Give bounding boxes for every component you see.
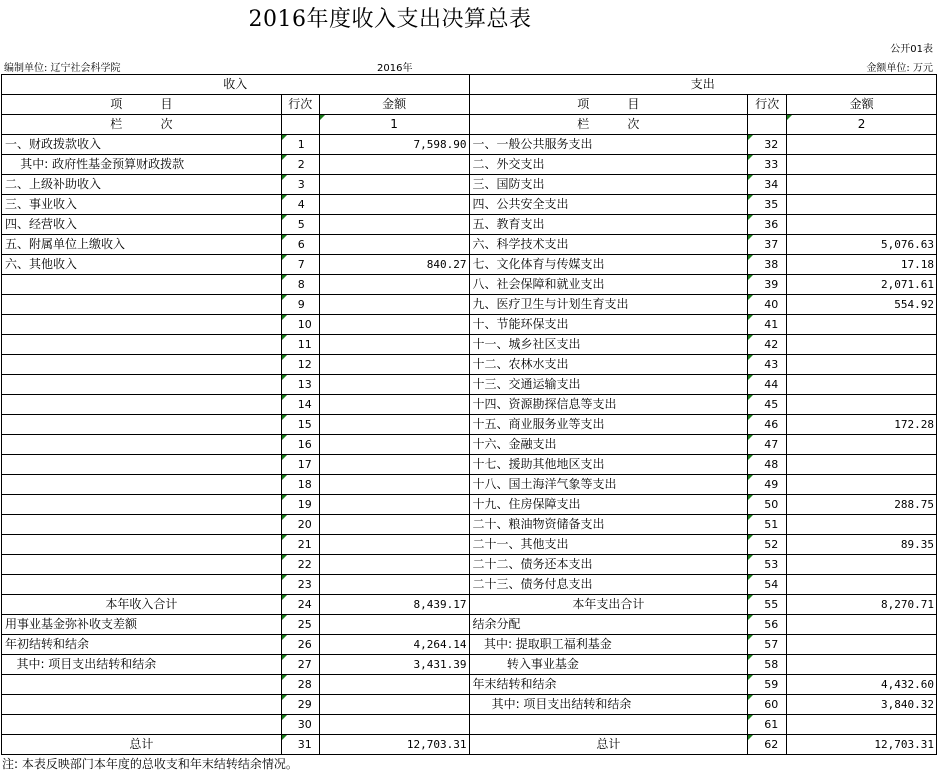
table-row — [2, 415, 937, 435]
income-item-cell — [2, 415, 282, 435]
income-amount-cell: 840.27 — [319, 255, 469, 275]
expense-item-cell: 十一、城乡社区支出 — [469, 335, 748, 355]
income-item-cell — [2, 315, 282, 335]
expense-item-cell: 总计 — [469, 735, 748, 755]
expense-line-cell: 35 — [748, 195, 787, 215]
expense-item-cell: 二、外交支出 — [469, 155, 748, 175]
income-line-cell: 23 — [281, 575, 319, 595]
expense-amount-cell: 89.35 — [787, 535, 937, 555]
income-amount-cell — [319, 295, 469, 315]
income-line-cell: 21 — [281, 535, 319, 555]
expense-line-cell: 39 — [748, 275, 787, 295]
expense-line-cell: 49 — [748, 475, 787, 495]
expense-line-cell — [748, 115, 787, 135]
table-row — [2, 275, 937, 295]
expense-line-cell: 33 — [748, 155, 787, 175]
table-row — [2, 675, 937, 695]
expense-item-cell: 二十、粮油物资储备支出 — [469, 515, 748, 535]
income-line-cell: 25 — [281, 615, 319, 635]
expense-item-cell: 十、节能环保支出 — [469, 315, 748, 335]
expense-line-cell: 55 — [748, 595, 787, 615]
income-amount-cell — [319, 215, 469, 235]
table-row — [2, 655, 937, 675]
table-row — [2, 195, 937, 215]
table-row — [2, 315, 937, 335]
unit-label: 金额单位: 万元 — [866, 63, 933, 74]
income-line-cell: 3 — [281, 175, 319, 195]
expense-item-cell — [469, 715, 748, 735]
income-line-cell: 7 — [281, 255, 319, 275]
income-item-cell — [2, 335, 282, 355]
expense-amount-cell — [787, 715, 937, 735]
income-line-cell: 12 — [281, 355, 319, 375]
income-item-cell — [2, 355, 282, 375]
expense-amount-cell: 4,432.60 — [787, 675, 937, 695]
table-row — [2, 235, 937, 255]
expense-line-cell: 50 — [748, 495, 787, 515]
income-section-header: 收入 — [2, 75, 470, 95]
section-header-row — [2, 75, 937, 95]
income-amount-cell — [319, 315, 469, 335]
table-row — [2, 335, 937, 355]
income-item-cell — [2, 675, 282, 695]
income-amount-cell — [319, 575, 469, 595]
income-amount-cell — [319, 395, 469, 415]
income-item-header: 项 目 — [2, 95, 282, 115]
expense-item-cell: 五、教育支出 — [469, 215, 748, 235]
expense-amount-cell — [787, 375, 937, 395]
expense-amount-cell — [787, 195, 937, 215]
expense-amount-cell — [787, 615, 937, 635]
expense-amount-cell — [787, 475, 937, 495]
expense-item-cell: 二十一、其他支出 — [469, 535, 748, 555]
income-item-cell: 四、经营收入 — [2, 215, 282, 235]
income-item-cell — [2, 395, 282, 415]
expense-item-cell: 八、社会保障和就业支出 — [469, 275, 748, 295]
income-column-label: 栏 次 — [2, 115, 282, 135]
expense-line-cell: 32 — [748, 135, 787, 155]
expense-line-cell: 57 — [748, 635, 787, 655]
income-item-cell — [2, 295, 282, 315]
expense-amount-cell — [787, 315, 937, 335]
income-item-cell — [2, 555, 282, 575]
table-row — [2, 455, 937, 475]
expense-line-cell: 56 — [748, 615, 787, 635]
income-amount-cell — [319, 695, 469, 715]
expense-item-cell: 转入事业基金 — [469, 655, 748, 675]
table-row — [2, 395, 937, 415]
income-amount-cell — [319, 475, 469, 495]
table-row — [2, 155, 937, 175]
expense-amount-cell: 17.18 — [787, 255, 937, 275]
expense-line-cell: 44 — [748, 375, 787, 395]
income-item-cell — [2, 375, 282, 395]
income-line-cell: 22 — [281, 555, 319, 575]
income-item-cell — [2, 715, 282, 735]
expense-amount-cell: 12,703.31 — [787, 735, 937, 755]
income-line-cell: 8 — [281, 275, 319, 295]
expense-line-cell: 60 — [748, 695, 787, 715]
expense-amount-cell — [787, 135, 937, 155]
table-row — [2, 735, 937, 755]
table-row — [2, 135, 937, 155]
table-row — [2, 375, 937, 395]
income-item-cell: 三、事业收入 — [2, 195, 282, 215]
expense-line-cell: 48 — [748, 455, 787, 475]
expense-item-cell: 十二、农林水支出 — [469, 355, 748, 375]
income-amount-cell: 12,703.31 — [319, 735, 469, 755]
income-item-cell — [2, 435, 282, 455]
table-row — [2, 715, 937, 735]
income-line-cell: 26 — [281, 635, 319, 655]
income-line-cell: 9 — [281, 295, 319, 315]
expense-item-cell: 六、科学技术支出 — [469, 235, 748, 255]
expense-line-cell: 62 — [748, 735, 787, 755]
expense-amount-cell: 8,270.71 — [787, 595, 937, 615]
expense-amount-cell: 288.75 — [787, 495, 937, 515]
table-row — [2, 535, 937, 555]
expense-item-cell: 十六、金融支出 — [469, 435, 748, 455]
expense-item-cell: 十七、援助其他地区支出 — [469, 455, 748, 475]
income-item-cell — [2, 455, 282, 475]
income-item-cell — [2, 535, 282, 555]
table-row — [2, 475, 937, 495]
income-amount-cell — [319, 455, 469, 475]
expense-item-header: 项 目 — [469, 95, 748, 115]
income-item-cell: 六、其他收入 — [2, 255, 282, 275]
income-line-cell: 29 — [281, 695, 319, 715]
income-line-cell: 10 — [281, 315, 319, 335]
expense-section-header: 支出 — [469, 75, 937, 95]
budget-table — [1, 74, 937, 755]
expense-item-cell: 其中: 提取职工福利基金 — [469, 635, 748, 655]
income-item-cell — [2, 275, 282, 295]
table-row — [2, 635, 937, 655]
table-row — [2, 575, 937, 595]
table-row — [2, 435, 937, 455]
income-item-cell — [2, 575, 282, 595]
expense-line-cell: 47 — [748, 435, 787, 455]
income-item-cell: 二、上级补助收入 — [2, 175, 282, 195]
expense-item-cell: 二十二、债务还本支出 — [469, 555, 748, 575]
income-item-cell: 五、附属单位上缴收入 — [2, 235, 282, 255]
income-amount-cell — [319, 615, 469, 635]
table-row — [2, 615, 937, 635]
expense-amount-cell — [787, 155, 937, 175]
income-amount-cell — [319, 435, 469, 455]
income-item-cell — [2, 475, 282, 495]
expense-amount-cell — [787, 635, 937, 655]
income-item-cell — [2, 515, 282, 535]
expense-line-cell: 59 — [748, 675, 787, 695]
expense-item-cell: 一、一般公共服务支出 — [469, 135, 748, 155]
income-amount-cell — [319, 675, 469, 695]
income-amount-cell — [319, 715, 469, 735]
page-title: 2016年度收入支出决算总表 — [248, 7, 532, 32]
income-amount-cell — [319, 335, 469, 355]
income-line-cell: 28 — [281, 675, 319, 695]
income-amount-cell — [319, 515, 469, 535]
expense-line-cell: 41 — [748, 315, 787, 335]
expense-item-cell: 结余分配 — [469, 615, 748, 635]
income-amount-cell — [319, 495, 469, 515]
expense-amount-cell — [787, 395, 937, 415]
income-amount-cell: 7,598.90 — [319, 135, 469, 155]
income-line-cell: 30 — [281, 715, 319, 735]
expense-item-cell: 十四、资源勘探信息等支出 — [469, 395, 748, 415]
table-row — [2, 295, 937, 315]
income-line-cell: 1 — [281, 135, 319, 155]
expense-line-cell: 46 — [748, 415, 787, 435]
income-amount-cell — [319, 275, 469, 295]
expense-item-cell: 四、公共安全支出 — [469, 195, 748, 215]
income-line-cell: 15 — [281, 415, 319, 435]
expense-amount-cell — [787, 575, 937, 595]
income-item-cell: 其中: 政府性基金预算财政拨款 — [2, 155, 282, 175]
income-amount-header: 金额 — [319, 95, 469, 115]
expense-item-cell: 二十三、债务付息支出 — [469, 575, 748, 595]
income-amount-cell — [319, 375, 469, 395]
table-row — [2, 355, 937, 375]
expense-item-cell: 十九、住房保障支出 — [469, 495, 748, 515]
income-amount-cell — [319, 535, 469, 555]
expense-item-cell: 十五、商业服务业等支出 — [469, 415, 748, 435]
income-line-cell: 2 — [281, 155, 319, 175]
income-item-cell: 一、财政拨款收入 — [2, 135, 282, 155]
expense-amount-cell — [787, 215, 937, 235]
expense-line-cell: 54 — [748, 575, 787, 595]
column-number-row — [2, 115, 937, 135]
income-item-cell: 总计 — [2, 735, 282, 755]
income-line-cell: 20 — [281, 515, 319, 535]
expense-amount-header: 金额 — [787, 95, 937, 115]
income-line-cell: 27 — [281, 655, 319, 675]
expense-line-cell: 42 — [748, 335, 787, 355]
expense-line-cell: 40 — [748, 295, 787, 315]
expense-amount-cell — [787, 335, 937, 355]
income-line-cell: 19 — [281, 495, 319, 515]
table-row — [2, 555, 937, 575]
income-line-cell: 14 — [281, 395, 319, 415]
income-item-cell — [2, 695, 282, 715]
expense-item-cell: 本年支出合计 — [469, 595, 748, 615]
expense-item-cell: 十八、国土海洋气象等支出 — [469, 475, 748, 495]
income-amount-cell — [319, 195, 469, 215]
income-item-cell: 其中: 项目支出结转和结余 — [2, 655, 282, 675]
income-line-cell: 11 — [281, 335, 319, 355]
expense-line-cell: 58 — [748, 655, 787, 675]
income-line-cell: 24 — [281, 595, 319, 615]
expense-line-cell: 43 — [748, 355, 787, 375]
expense-item-cell: 七、文化体育与传媒支出 — [469, 255, 748, 275]
column-header-row — [2, 95, 937, 115]
expense-amount-cell — [787, 175, 937, 195]
expense-amount-cell: 2,071.61 — [787, 275, 937, 295]
income-item-cell: 年初结转和结余 — [2, 635, 282, 655]
income-line-header: 行次 — [281, 95, 319, 115]
expense-column-number: 2 — [787, 115, 937, 135]
expense-amount-cell — [787, 515, 937, 535]
form-code: 公开01表 — [890, 44, 933, 55]
expense-item-cell: 年末结转和结余 — [469, 675, 748, 695]
expense-line-cell: 36 — [748, 215, 787, 235]
income-amount-cell: 3,431.39 — [319, 655, 469, 675]
income-line-cell: 4 — [281, 195, 319, 215]
expense-amount-cell — [787, 555, 937, 575]
income-amount-cell — [319, 355, 469, 375]
income-amount-cell — [319, 175, 469, 195]
income-amount-cell: 8,439.17 — [319, 595, 469, 615]
income-line-cell: 5 — [281, 215, 319, 235]
income-line-cell: 18 — [281, 475, 319, 495]
income-line-cell: 6 — [281, 235, 319, 255]
income-item-cell — [2, 495, 282, 515]
income-line-cell — [281, 115, 319, 135]
expense-item-cell: 其中: 项目支出结转和结余 — [469, 695, 748, 715]
expense-line-cell: 45 — [748, 395, 787, 415]
income-amount-cell — [319, 415, 469, 435]
expense-item-cell: 三、国防支出 — [469, 175, 748, 195]
income-line-cell: 16 — [281, 435, 319, 455]
org-label: 编制单位: 辽宁社会科学院 — [4, 63, 121, 74]
income-line-cell: 13 — [281, 375, 319, 395]
table-row — [2, 515, 937, 535]
table-row — [2, 255, 937, 275]
expense-line-cell: 37 — [748, 235, 787, 255]
expense-line-cell: 61 — [748, 715, 787, 735]
income-amount-cell — [319, 155, 469, 175]
expense-line-cell: 53 — [748, 555, 787, 575]
table-row — [2, 495, 937, 515]
income-line-cell: 31 — [281, 735, 319, 755]
table-row — [2, 215, 937, 235]
expense-amount-cell: 172.28 — [787, 415, 937, 435]
expense-line-cell: 51 — [748, 515, 787, 535]
expense-amount-cell — [787, 435, 937, 455]
expense-item-cell: 十三、交通运输支出 — [469, 375, 748, 395]
table-row — [2, 175, 937, 195]
table-row — [2, 695, 937, 715]
income-item-cell: 本年收入合计 — [2, 595, 282, 615]
expense-item-cell: 九、医疗卫生与计划生育支出 — [469, 295, 748, 315]
expense-line-cell: 52 — [748, 535, 787, 555]
expense-amount-cell — [787, 355, 937, 375]
income-column-number: 1 — [319, 115, 469, 135]
expense-line-header: 行次 — [748, 95, 787, 115]
income-amount-cell — [319, 555, 469, 575]
year-label: 2016年 — [377, 63, 413, 74]
income-line-cell: 17 — [281, 455, 319, 475]
expense-line-cell: 38 — [748, 255, 787, 275]
expense-amount-cell: 5,076.63 — [787, 235, 937, 255]
income-amount-cell: 4,264.14 — [319, 635, 469, 655]
footnote: 注: 本表反映部门本年度的总收支和年末结转结余情况。 — [2, 757, 298, 771]
income-amount-cell — [319, 235, 469, 255]
expense-amount-cell: 554.92 — [787, 295, 937, 315]
income-item-cell: 用事业基金弥补收支差额 — [2, 615, 282, 635]
expense-line-cell: 34 — [748, 175, 787, 195]
expense-amount-cell — [787, 455, 937, 475]
expense-amount-cell: 3,840.32 — [787, 695, 937, 715]
table-row — [2, 595, 937, 615]
expense-column-label: 栏 次 — [469, 115, 748, 135]
expense-amount-cell — [787, 655, 937, 675]
